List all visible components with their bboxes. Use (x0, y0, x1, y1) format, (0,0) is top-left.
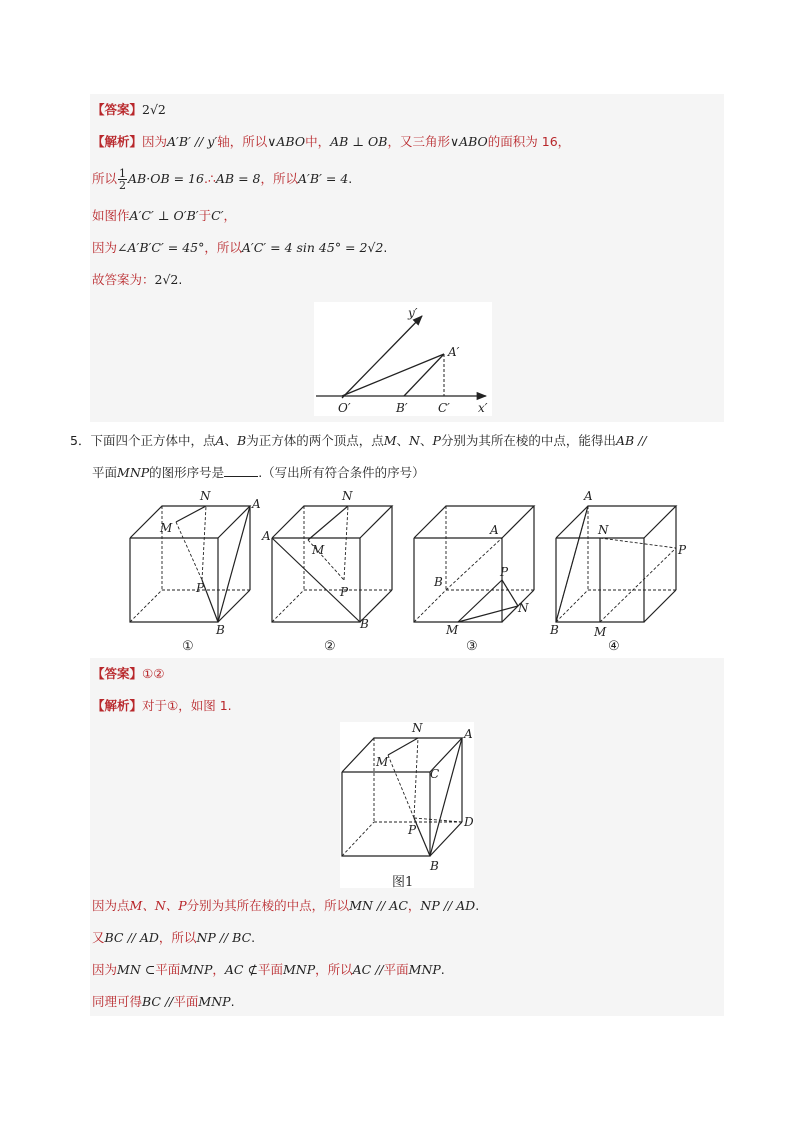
cube-4 (556, 506, 676, 622)
svg-text:D: D (464, 815, 474, 829)
figure-1-caption: 图1 (392, 875, 414, 888)
caption-2: ② (324, 639, 336, 654)
svg-text:B: B (360, 617, 369, 631)
svg-text:M: M (594, 625, 607, 639)
answer-line-q4 (92, 100, 166, 120)
analysis-q5-line-1: 【解析】对于①，如图 1. (92, 698, 232, 713)
y-axis (342, 316, 422, 398)
question-5-line-1: 5．下面四个正方体中，点A、B为正方体的两个顶点，点M、N、P分别为其所在棱的中点，能得出AB // (70, 433, 647, 448)
answer-line-q5 (92, 664, 164, 684)
svg-text:N: N (412, 722, 423, 735)
svg-text:N: N (598, 523, 609, 537)
svg-text:C: C (430, 767, 440, 781)
question-number: 5． (70, 433, 91, 448)
answer-value-q5: ①② (142, 666, 165, 681)
svg-text:M: M (160, 521, 173, 535)
cube-1 (130, 506, 250, 622)
svg-text:A: A (262, 529, 271, 543)
answer-blank[interactable] (224, 464, 258, 477)
svg-text:B: B (216, 623, 225, 637)
caption-3: ③ (466, 639, 478, 654)
svg-text:P: P (500, 565, 509, 579)
svg-text:B: B (430, 859, 439, 873)
svg-text:M: M (312, 543, 325, 557)
svg-text:M: M (446, 623, 459, 637)
cube-3 (414, 506, 534, 622)
figure-1-svg (340, 722, 474, 888)
svg-text:A: A (490, 523, 499, 537)
svg-text:A: A (252, 497, 261, 511)
analysis-line-1: 【解析】因为A′B′ // y′轴，所以∨ABO中，AB ⊥ OB，又三角形∨ABO的面积为 16， (92, 134, 571, 149)
svg-text:N: N (200, 489, 211, 503)
cube-2 (272, 506, 392, 622)
cube-figures-row (120, 488, 700, 654)
analysis-q5-line-4: 因为MN ⊂平面MNP，AC ⊄平面MNP，所以AC //平面MNP. (92, 962, 445, 977)
svg-text:P: P (408, 823, 417, 837)
label-y: y′ (408, 306, 418, 320)
svg-text:B: B (550, 623, 559, 637)
cube-2-labels (261, 489, 369, 654)
oblique-projection-figure (314, 302, 492, 416)
svg-text:P: P (196, 581, 205, 595)
oblique-projection-svg (314, 302, 492, 416)
cube-figures-svg (120, 488, 700, 654)
label-x: x′ (478, 401, 488, 415)
svg-text:P: P (340, 585, 349, 599)
label-O: O′ (338, 401, 351, 415)
label-A: A′ (448, 345, 460, 359)
svg-text:N: N (518, 601, 529, 615)
analysis-q5-line-2: 因为点M、N、P分别为其所在棱的中点，所以MN // AC，NP // AD. (92, 898, 480, 913)
analysis-line-3: 如图作A′C′ ⊥ O′B′于C′， (92, 208, 237, 223)
cube-1-labels (159, 489, 261, 654)
figure-1 (340, 722, 474, 888)
analysis-line-5: 故答案为：2√2. (92, 272, 183, 287)
caption-4: ④ (608, 639, 620, 654)
analysis-q5-line-5: 同理可得BC //平面MNP. (92, 994, 235, 1009)
segment-O-A (342, 354, 444, 396)
answer-tag: 【答案】 (92, 102, 143, 117)
caption-1: ① (182, 639, 194, 654)
analysis-tag: 【解析】 (92, 134, 143, 149)
fraction-half: $\frac{1}{2}$ (119, 167, 127, 192)
label-C: C′ (438, 401, 450, 415)
analysis-tag-q5: 【解析】 (92, 698, 143, 713)
question-5-line-2: 平面MNP的图形序号是 .（写出所有符合条件的序号） (92, 465, 425, 480)
answer-tag-q5: 【答案】 (92, 666, 143, 681)
svg-text:A: A (584, 489, 593, 503)
svg-text:A: A (464, 727, 473, 741)
segment-B-A (404, 354, 444, 396)
svg-text:M: M (376, 755, 389, 769)
svg-text:N: N (342, 489, 353, 503)
figure-1-cube (342, 738, 462, 856)
analysis-line-2: 所以 $\frac{1}{2}$ AB·OB = 16.∴AB = 8，所以A′B′ = 4. (92, 167, 353, 192)
label-B: B′ (396, 401, 408, 415)
svg-text:P: P (678, 543, 687, 557)
analysis-line-4: 因为∠A′B′C′ = 45°，所以A′C′ = 4 sin 45° = 2√2. (92, 240, 388, 255)
svg-text:B: B (434, 575, 443, 589)
answer-value: 2√2 (142, 102, 166, 117)
analysis-q5-line-3: 又BC // AD，所以NP // BC. (92, 930, 256, 945)
